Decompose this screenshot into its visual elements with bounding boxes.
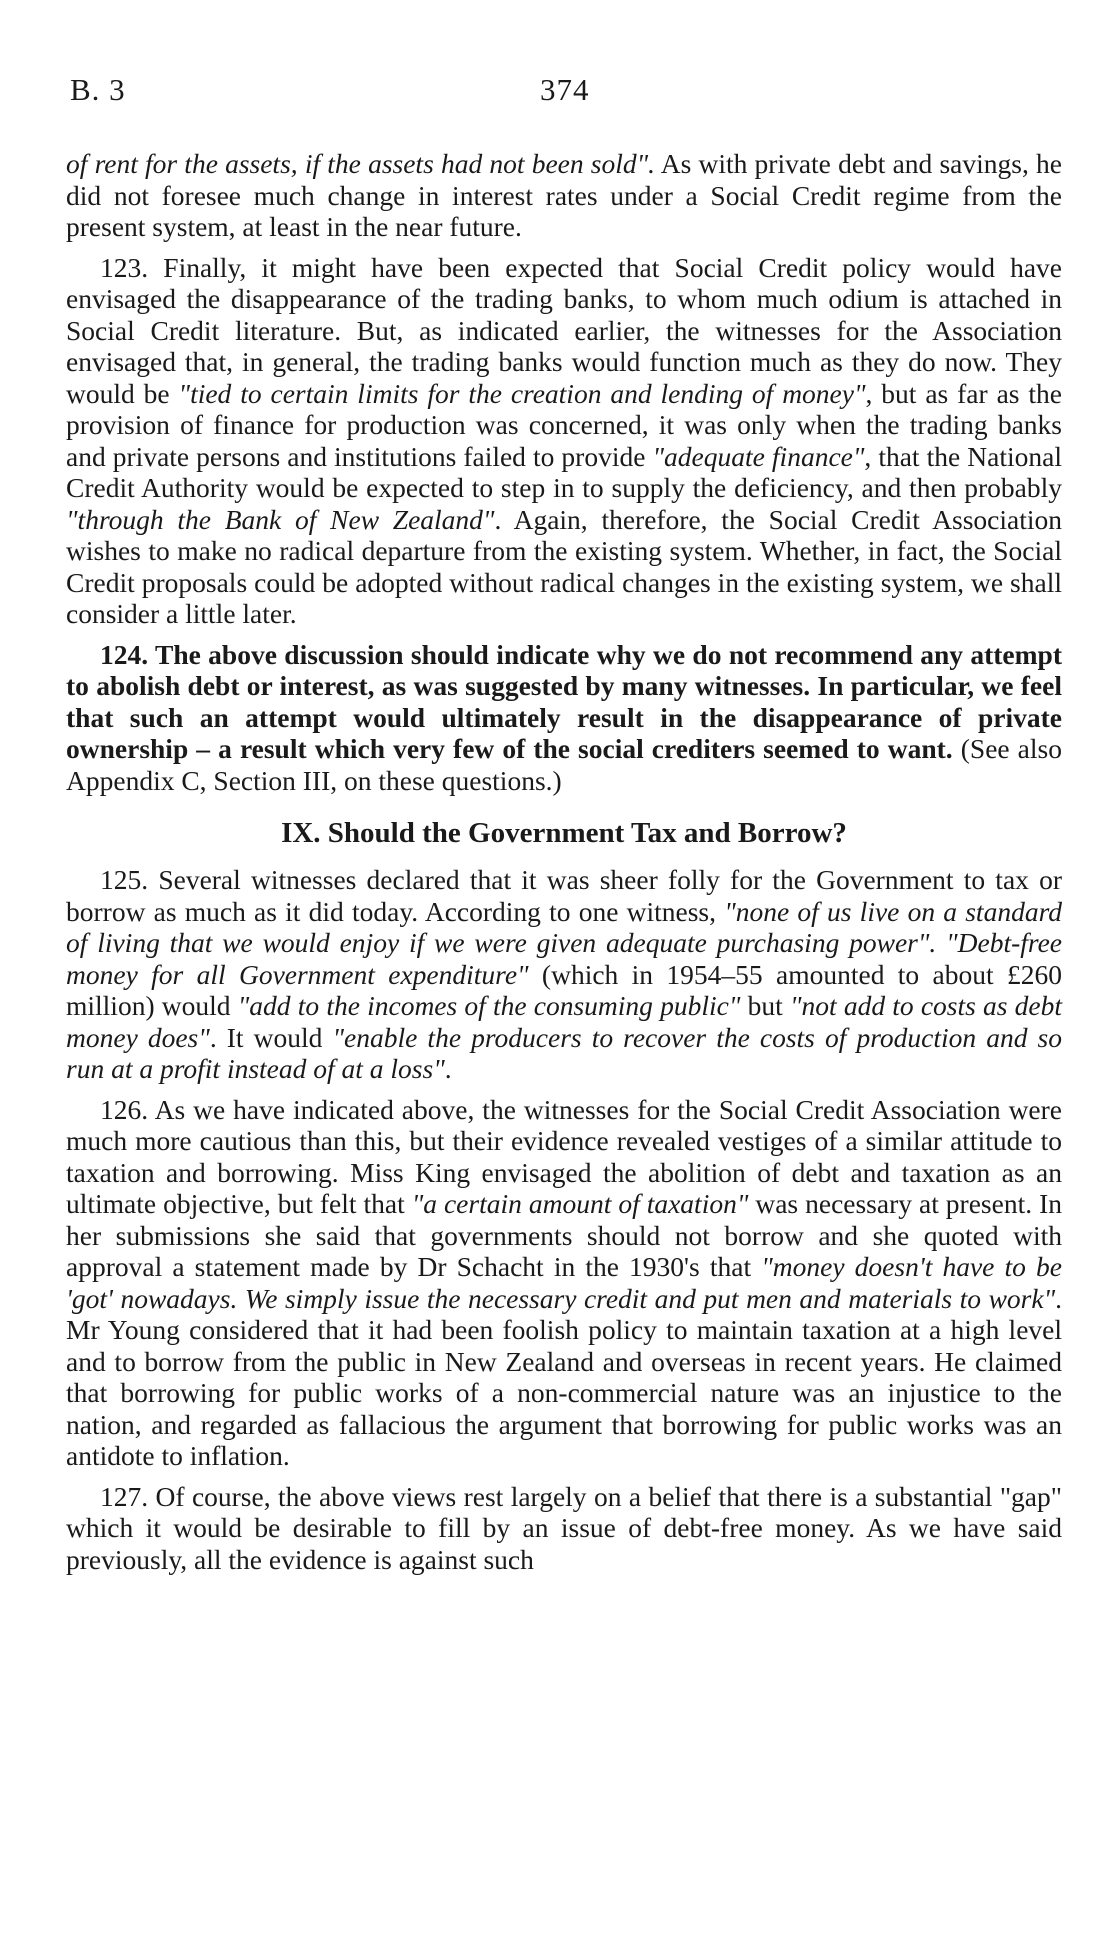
italic-quote: "not add to costs as debt money does" (66, 990, 1063, 1053)
section-heading: IX. Should the Government Tax and Borrow? (281, 817, 847, 849)
paragraph-number: 127. (100, 1480, 149, 1512)
paragraph-number: 126. (100, 1093, 149, 1125)
page-body (66, 148, 1062, 1584)
paragraph-number: 123. (100, 251, 149, 283)
paragraph-124 (66, 639, 1062, 797)
italic-quote: "tied to certain limits for the creation and lending of money" (178, 377, 866, 409)
paragraph-127 (66, 1481, 1062, 1576)
paragraph-text: (See also Appendix C, Section III, on these questions.) (66, 733, 1062, 796)
document-reference: B. 3 (70, 72, 126, 107)
paragraph-text: . It would (209, 1021, 333, 1053)
italic-quote: "add to the incomes of the consuming public" (237, 990, 741, 1021)
paragraph-text: Of course, the above views rest largely on a belief that there is a substantial "gap" which it would be desirable to fill by an issue of debt-free money. As we have said previously, all the evidence is against such (66, 1480, 1062, 1575)
italic-quote: "adequate finance" (652, 440, 865, 472)
italic-quote: "enable the producers to recover the costs of production and so run at a profit instead of at a loss" (66, 1021, 1062, 1084)
page-header (70, 72, 1050, 112)
paragraph-text: but (740, 990, 790, 1021)
italic-quote: "a certain amount of taxation" (411, 1188, 749, 1219)
paragraph-text: , that the National Credit Authority would be expected to step in to supply the deficiency, and then probably (66, 440, 1062, 503)
paragraph-text: Several witnesses declared that it was sheer folly for the Government to tax or borrow as much as it did today. According to one witness, (66, 864, 1062, 927)
paragraph-text: . Mr Young considered that it had been foolish policy to maintain taxation at a high level and to borrow from the public in New Zealand and overseas in recent years. He claimed that borrowing for public works of a non-commercial nature was an injustice to the nation, and regarded as fallacious the argument that borrowing for public works was an antidote to inflation. (66, 1282, 1062, 1471)
paragraph-text: . (444, 1053, 452, 1084)
paragraph-number: 125. (100, 864, 149, 895)
page-number: 374 (540, 72, 590, 107)
paragraph-123 (66, 252, 1062, 630)
paragraph-text: was necessary at present. In her submissions she said that governments should not borrow and she quoted with approval a statement made by Dr Schacht in the 1930's that (66, 1188, 1062, 1282)
italic-quote: "money doesn't have to be 'got' nowadays. We simply issue the necessary credit and put men and materials to work" (66, 1251, 1062, 1314)
paragraph-text: . Again, therefore, the Social Credit Association wishes to make no radical departure from the existing system. Whether, in fact, the Social Credit proposals could be adopted without radical changes in the existing system, we shall consider a little later. (66, 503, 1062, 629)
paragraph-text: , but as far as the provision of finance for production was concerned, it was only when the trading banks and private persons and institutions failed to provide (66, 377, 1062, 472)
bold-statement: 124. The above discussion should indicate why we do not recommend any attempt to abolish debt or interest, as was suggested by many witnesses. In particular, we feel that such an attempt would ultimately result in the disappearance of private ownership – a result which very few of the social crediters seemed to want. (66, 638, 1062, 764)
paragraph-text: (which in 1954–55 amounted to about £260 million) would (66, 958, 1062, 1021)
paragraph-text: Finally, it might have been expected that Social Credit policy would have envisaged the disappearance of the trading banks, to whom much odium is attached in Social Credit literature. But, as indicated earlier, the witnesses for the Association envisaged that, in general, the trading banks would function much as they do now. They would be (66, 251, 1062, 409)
paragraph-126 (66, 1094, 1062, 1472)
italic-quote: "through the Bank of New Zealand" (66, 503, 495, 535)
paragraph-text: As we have indicated above, the witnesses for the Social Credit Association were much more cautious than this, but their evidence revealed vestiges of a similar attitude to taxation and borrowing. Miss King envisaged the abolition of debt and taxation as an ultimate objective, but felt that (66, 1093, 1062, 1219)
paragraph-text: As with private debt and savings, he did not foresee much change in interest rates under a Social Credit regime from the present system, at least in the near future. (66, 148, 1062, 242)
paragraph-continued (66, 148, 1062, 243)
italic-quote: "none of us live on a standard of living that we would enjoy if we were given adequate purchasing power". "Debt-free money for all Government expenditure" (66, 895, 1063, 990)
italic-quote: of rent for the assets, if the assets had not been sold". (66, 148, 656, 179)
paragraph-125 (66, 864, 1062, 1085)
